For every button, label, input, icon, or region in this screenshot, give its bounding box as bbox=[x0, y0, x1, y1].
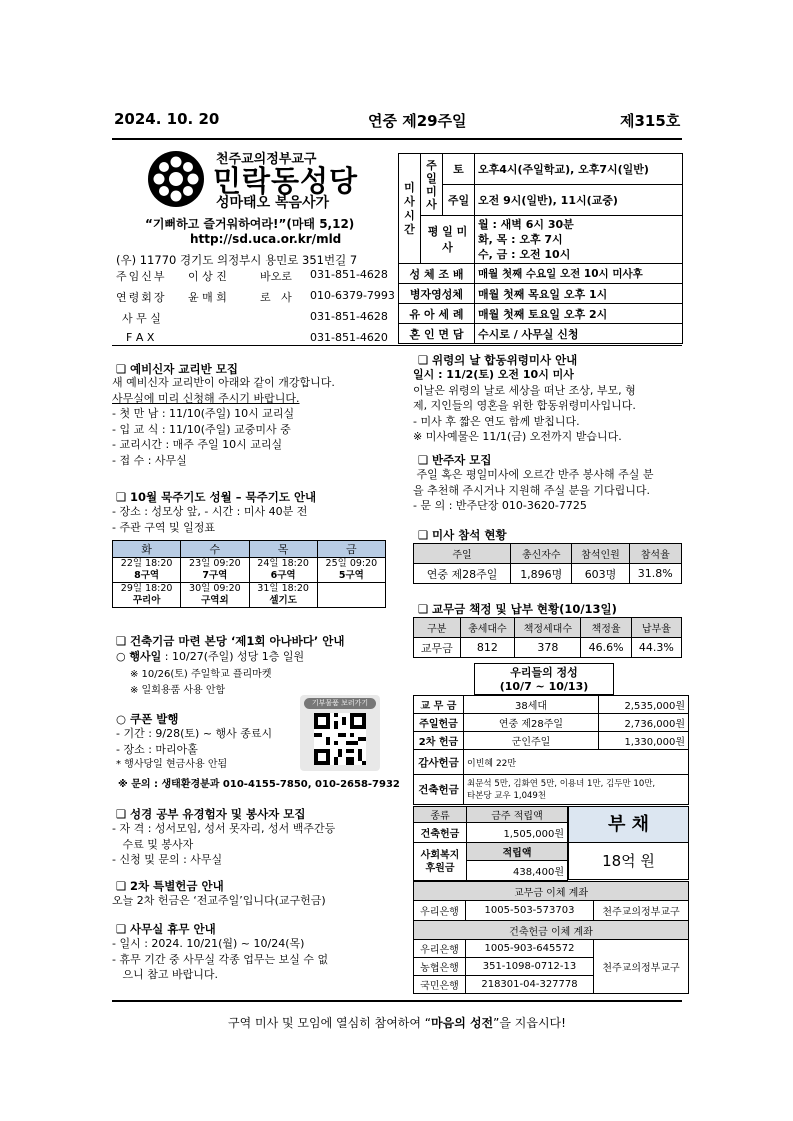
day-header: 화 bbox=[113, 541, 181, 558]
catechumen-title: ❑ 예비신자 교리반 모집 bbox=[116, 361, 238, 377]
schedule-label: 혼 인 면 담 bbox=[399, 324, 475, 344]
parish-name: 민락동성당 bbox=[213, 164, 359, 198]
issue-date: 2024. 10. 20 bbox=[114, 110, 220, 128]
header-rule bbox=[112, 138, 682, 140]
contact-phone: 031-851-4620 bbox=[310, 331, 388, 344]
qr-label: 기부물품 보러가기 bbox=[304, 698, 376, 709]
footer-slogan: 구역 미사 및 모임에 열심히 참여하여 “마음의 성전”을 지읍시다! bbox=[228, 1016, 566, 1030]
qr-code-icon bbox=[314, 713, 366, 765]
bible-study-body: - 자 격 : 성서모임, 성서 못자리, 성서 백주간등 수료 및 봉사자 - 신청 및 문의 : 사무실 bbox=[112, 822, 336, 866]
diocese-name: 천주교의정부교구 bbox=[216, 152, 317, 167]
quote: “기뻐하고 즐거워하여라!”(마태 5,12) bbox=[145, 217, 355, 231]
memorial-mass-body: 일시 : 11/2(토) 오전 10시 미사 이날은 위령의 날로 세상을 떠난 조상, 부모, 형 제, 지인들의 영혼을 위한 합동위령미사입니다. - 미사 후 짧은 연도 함께 받칩니다. ※ 미사예물은 11/1(금) 오전까지 받습니다. bbox=[413, 368, 636, 443]
contact-role: F A X bbox=[126, 331, 155, 344]
sunday-mass-label: 주일미사 bbox=[421, 154, 443, 216]
schedule-value: 매월 첫째 토요일 오후 2시 bbox=[475, 304, 683, 324]
contact-list bbox=[116, 268, 398, 352]
bulletin-header bbox=[112, 110, 682, 134]
organist-title: ❑ 반주자 모집 bbox=[418, 452, 492, 468]
weekday-mass-label: 평 일 미 사 bbox=[421, 216, 475, 264]
section-rule bbox=[112, 345, 682, 346]
contact-row bbox=[116, 289, 398, 310]
rosary-cell: 31일 18:20 셀기도 bbox=[249, 583, 317, 608]
parish-logo bbox=[147, 150, 205, 208]
parish-address: (우) 11770 경기도 의정부시 용민로 351번길 7 bbox=[116, 253, 358, 267]
office-closed-title: ❑ 사무실 휴무 안내 bbox=[116, 921, 216, 937]
event-notes: ※ 10/26(토) 주일학교 플리마켓 ※ 일회용품 사용 안함 bbox=[130, 669, 272, 696]
accounts-table: 교무금 이체 계좌 우리은행 1005-503-573703 천주교의정부교구 건축헌금 이체 계좌 우리은행 1005-903-645572 천주교의정부교구 농협은행 351-1098-0712-13 국민은행 218301-04-327778 bbox=[413, 881, 689, 994]
mass-schedule-table bbox=[398, 153, 683, 344]
day-header: 수 bbox=[181, 541, 249, 558]
contact-role: 주임신부 bbox=[116, 270, 167, 283]
attendance-title: ❑ 미사 참석 현황 bbox=[418, 527, 507, 543]
contact-title: 바오로 bbox=[260, 270, 292, 283]
contact-name: 윤 매 희 bbox=[188, 291, 227, 304]
schedule-value: 매월 첫째 목요일 오후 1시 bbox=[475, 284, 683, 304]
footer-rule bbox=[112, 1000, 682, 1002]
debt-label: 부 채 bbox=[568, 806, 689, 843]
sunday-label: 주일 bbox=[443, 185, 475, 216]
schedule-label: 성 체 조 배 bbox=[399, 264, 475, 284]
parish-url[interactable]: http://sd.uca.or.kr/mld bbox=[190, 232, 342, 246]
organist-body: 주일 혹은 평일미사에 오르간 반주 봉사해 주실 분 을 추천해 주시거나 지원해 주실 분을 기다립니다. - 문 의 : 반주단장 010-3620-7725 bbox=[413, 468, 654, 512]
issue-number: 제315호 bbox=[620, 112, 681, 130]
saturday-label: 토 bbox=[443, 154, 475, 185]
saturday-mass-times: 오후4시(주일학교), 오후7시(일반) bbox=[475, 154, 683, 185]
rosary-cell: 29일 18:20 꾸리아 bbox=[113, 583, 181, 608]
rosary-cell: 23일 09:20 7구역 bbox=[181, 558, 249, 583]
day-header: 금 bbox=[317, 541, 385, 558]
mass-time-label: 미사시간 bbox=[399, 154, 421, 264]
sunday-mass-times: 오전 9시(일반), 11시(교중) bbox=[475, 185, 683, 216]
weekday-mass-times: 월 : 새벽 6시 30분 화, 목 : 오후 7시 수, 금 : 오전 10시 bbox=[475, 216, 683, 264]
contact-phone: 031-851-4628 bbox=[310, 268, 388, 281]
day-header: 목 bbox=[249, 541, 317, 558]
parish-patron: 성마태오 복음사가 bbox=[216, 195, 330, 211]
rosary-cell: 25일 09:20 5구역 bbox=[317, 558, 385, 583]
office-closed-body: - 일시 : 2024. 10/21(월) ~ 10/24(목) - 휴무 기간 중 사무실 각종 업무는 보실 수 없 으니 참고 바랍니다. bbox=[112, 937, 329, 981]
schedule-value: 수시로 / 사무실 신청 bbox=[475, 324, 683, 344]
schedule-label: 병자영성체 bbox=[399, 284, 475, 304]
rosary-title: ❑ 10월 묵주기도 성월 – 묵주기도 안내 bbox=[116, 489, 316, 505]
contact-role: 연령회장 bbox=[116, 291, 167, 304]
second-collection-body: 오늘 2차 헌금은 ‘전교주일’입니다(교구헌금) bbox=[112, 894, 326, 907]
contact-row bbox=[116, 310, 398, 331]
dues-table: 구분 총세대수 책정세대수 책정율 납부율 교무금 812 378 46.6% 44.3% bbox=[413, 617, 682, 658]
memorial-mass-title: ❑ 위령의 날 합동위령미사 안내 bbox=[418, 352, 577, 368]
contact-name: 이 상 진 bbox=[188, 270, 227, 283]
contact-title: 로 사 bbox=[260, 291, 292, 304]
contact-phone: 010-6379-7993 bbox=[310, 289, 395, 302]
rosary-cell: 22일 18:20 8구역 bbox=[113, 558, 181, 583]
bible-study-title: ❑ 성경 공부 유경험자 및 봉사자 모집 bbox=[116, 806, 306, 822]
attendance-table: 주일 총신자수 참석인원 참석율 연중 제28주일 1,896명 603명 31.8% bbox=[413, 543, 682, 584]
contact-role: 사 무 실 bbox=[122, 312, 161, 325]
offerings-table: 교 무 금 38세대 2,535,000원 주일헌금 연중 제28주일 2,736,000원 2차 헌금 군인주일 1,330,000원 감사헌금 이빈혜 22만 건축헌금 최문석 5만, 김화연 5만, 이용녀 1만, 김두만 10만, 타본당 교우 1,049천 bbox=[413, 695, 689, 805]
rosary-cell: 24일 18:20 6구역 bbox=[249, 558, 317, 583]
contact-row bbox=[116, 331, 398, 352]
schedule-label: 유 아 세 례 bbox=[399, 304, 475, 324]
rosary-schedule-table bbox=[112, 540, 386, 608]
coupon-body: - 기간 : 9/28(토) ~ 행사 종료시 - 장소 : 마리아홀 * 행사당일 현금사용 안됨 bbox=[116, 727, 273, 770]
rosary-cell: 30일 09:20 구역외 bbox=[181, 583, 249, 608]
debt-amount: 18억 원 bbox=[568, 843, 689, 880]
second-collection-title: ❑ 2차 특별헌금 안내 bbox=[116, 878, 224, 894]
schedule-value: 매월 첫째 수요일 오전 10시 미사후 bbox=[475, 264, 683, 284]
contact-phone: 031-851-4628 bbox=[310, 310, 388, 323]
inquiry-line: ※ 문의 : 생태환경분과 010-4155-7850, 010-2658-7932 bbox=[118, 779, 400, 790]
offerings-header: 우리들의 정성 (10/7 ~ 10/13) bbox=[474, 663, 614, 695]
rosary-cell bbox=[317, 583, 385, 608]
rosary-body: - 장소 : 성모상 앞, - 시간 : 미사 40분 전 - 주관 구역 및 일정표 bbox=[112, 505, 308, 534]
coupon-title: ○ 쿠폰 발행 bbox=[116, 712, 179, 726]
qr-card[interactable] bbox=[300, 695, 380, 771]
event-date: ○ 행사일 : 10/27(주일) 성당 1층 일원 bbox=[116, 650, 305, 663]
liturgical-week: 연중 제29주일 bbox=[368, 112, 467, 130]
dues-title: ❑ 교무금 책정 및 납부 현황(10/13일) bbox=[418, 601, 617, 617]
funds-table: 종류 금주 적립액 건축헌금 1,505,000원 사회복지 후원금 적립액 438,400원 bbox=[413, 806, 568, 881]
contact-row bbox=[116, 268, 398, 289]
building-fund-title: ❑ 건축기금 마련 본당 ‘제1회 아나바다’ 안내 bbox=[116, 633, 344, 649]
catechumen-body: 새 예비신자 교리반이 아래와 같이 개강합니다. 사무실에 미리 신청해 주시기 바랍니다. - 첫 만 남 : 11/10(주일) 10시 교리실 - 입 교 식 : 11/10(주일) 교중미사 중 - 교리시간 : 매주 주일 10시 교리실 - 접 수 : 사무실 bbox=[112, 376, 335, 467]
